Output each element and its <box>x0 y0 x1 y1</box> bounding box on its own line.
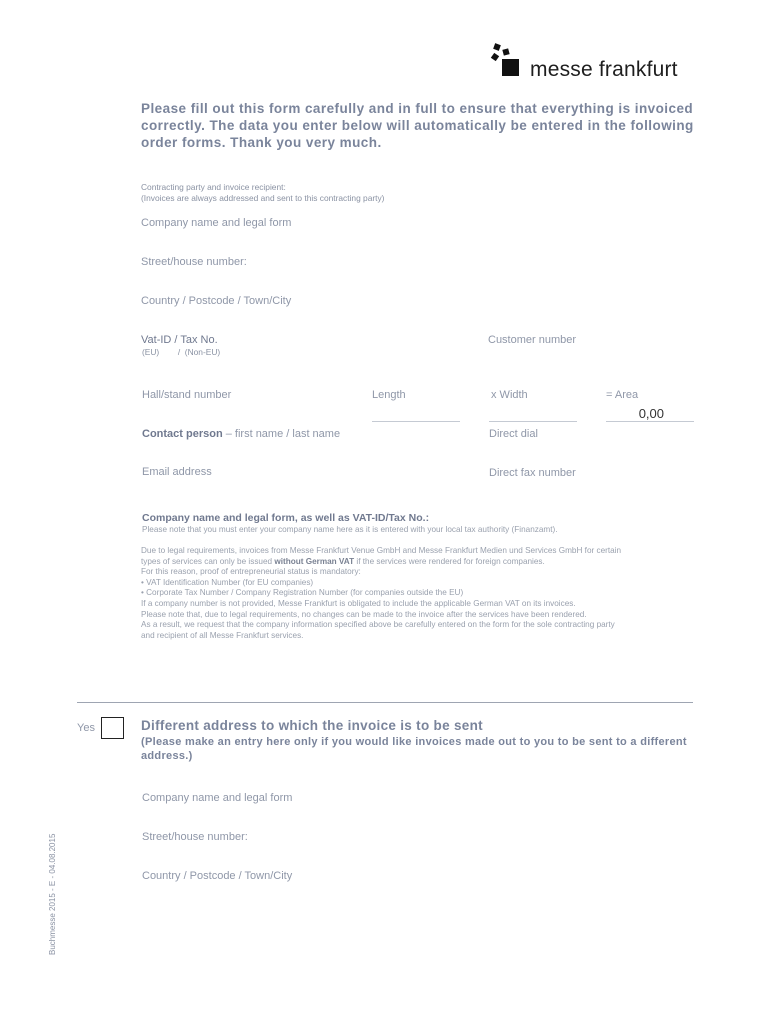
company-name-field[interactable]: Company name and legal form <box>141 217 292 229</box>
contact-person-label: Contact person <box>142 428 223 440</box>
customer-number-field[interactable]: Customer number <box>488 334 577 346</box>
width-underline <box>489 421 577 422</box>
notes-line: Due to legal requirements, invoices from Messe Frankfurt Venue GmbH and Messe Frankfurt Medien und Services GmbH for certain <box>141 546 622 555</box>
notes-tax-line: Please note that you must enter your company name here as it is entered with your local tax authority (Finanzamt). <box>142 525 558 534</box>
different-address-subtitle: (Please make an entry here only if you would like invoices made out to you to be sent to a different address.) <box>141 736 687 762</box>
notes-line: As a result, we request that the company information specified above be carefully entered on the form for the sole contracting party <box>141 620 615 630</box>
length-field[interactable]: Length <box>372 389 406 401</box>
different-address-checkbox[interactable] <box>101 717 124 739</box>
intro-text: Please fill out this form carefully and in full to ensure that everything is invoiced correctly. The data you enter below will automatically be entered in the following order forms. Thank you very much. <box>141 101 694 150</box>
contact-person-hint: – first name / last name <box>222 428 341 440</box>
notes-line: Please note that, due to legal requirements, no changes can be made to the invoice after the services have been rendered. <box>141 609 587 619</box>
length-underline <box>372 421 460 422</box>
hall-stand-field[interactable]: Hall/stand number <box>142 389 232 401</box>
notes-line: If a company number is not provided, Messe Frankfurt is obligated to include the applicable German VAT on its invoices. <box>141 598 576 608</box>
width-field[interactable]: x Width <box>491 389 528 401</box>
yes-label: Yes <box>77 722 95 734</box>
legal-notes <box>141 546 701 641</box>
area-underline <box>606 421 694 422</box>
contracting-party-subheading: (Invoices are always addressed and sent to this contracting party) <box>141 193 385 203</box>
messe-frankfurt-logo-icon <box>490 42 522 78</box>
street-field[interactable]: Street/house number: <box>141 256 247 268</box>
alt-company-name-field[interactable]: Company name and legal form <box>142 792 293 804</box>
vat-id-subtext: (EU) / (Non-EU) <box>142 347 221 357</box>
notes-line: • VAT Identification Number (for EU companies) <box>141 577 314 587</box>
notes-line: types of services can only be issued without German VAT if the services were rendered for foreign companies. <box>141 556 545 566</box>
direct-dial-field[interactable]: Direct dial <box>489 428 538 440</box>
notes-line: • Corporate Tax Number / Company Registration Number (for companies outside the EU) <box>141 588 464 598</box>
notes-line: For this reason, proof of entrepreneurial status is mandatory: <box>141 567 361 577</box>
direct-fax-field[interactable]: Direct fax number <box>489 467 576 479</box>
area-value: 0,00 <box>638 406 664 421</box>
contact-person-field[interactable] <box>142 428 340 440</box>
notes-line: and recipient of all Messe Frankfurt services. <box>141 630 304 640</box>
section-divider <box>77 702 693 703</box>
vat-id-field[interactable]: Vat-ID / Tax No. <box>141 334 218 346</box>
different-address-title: Different address to which the invoice is to be sent <box>141 718 483 733</box>
notes-heading: Company name and legal form, as well as VAT-ID/Tax No.: <box>142 512 430 524</box>
alt-street-field[interactable]: Street/house number: <box>142 831 248 843</box>
side-document-code: Buchmesse 2015 - E - 04.08.2015 <box>48 833 57 955</box>
contracting-party-heading: Contracting party and invoice recipient: <box>141 182 286 192</box>
brand-name: messe frankfurt <box>530 58 678 81</box>
area-label: = Area <box>606 389 639 401</box>
country-field[interactable]: Country / Postcode / Town/City <box>141 295 292 307</box>
email-field[interactable]: Email address <box>142 466 212 478</box>
alt-country-field[interactable]: Country / Postcode / Town/City <box>142 870 293 882</box>
